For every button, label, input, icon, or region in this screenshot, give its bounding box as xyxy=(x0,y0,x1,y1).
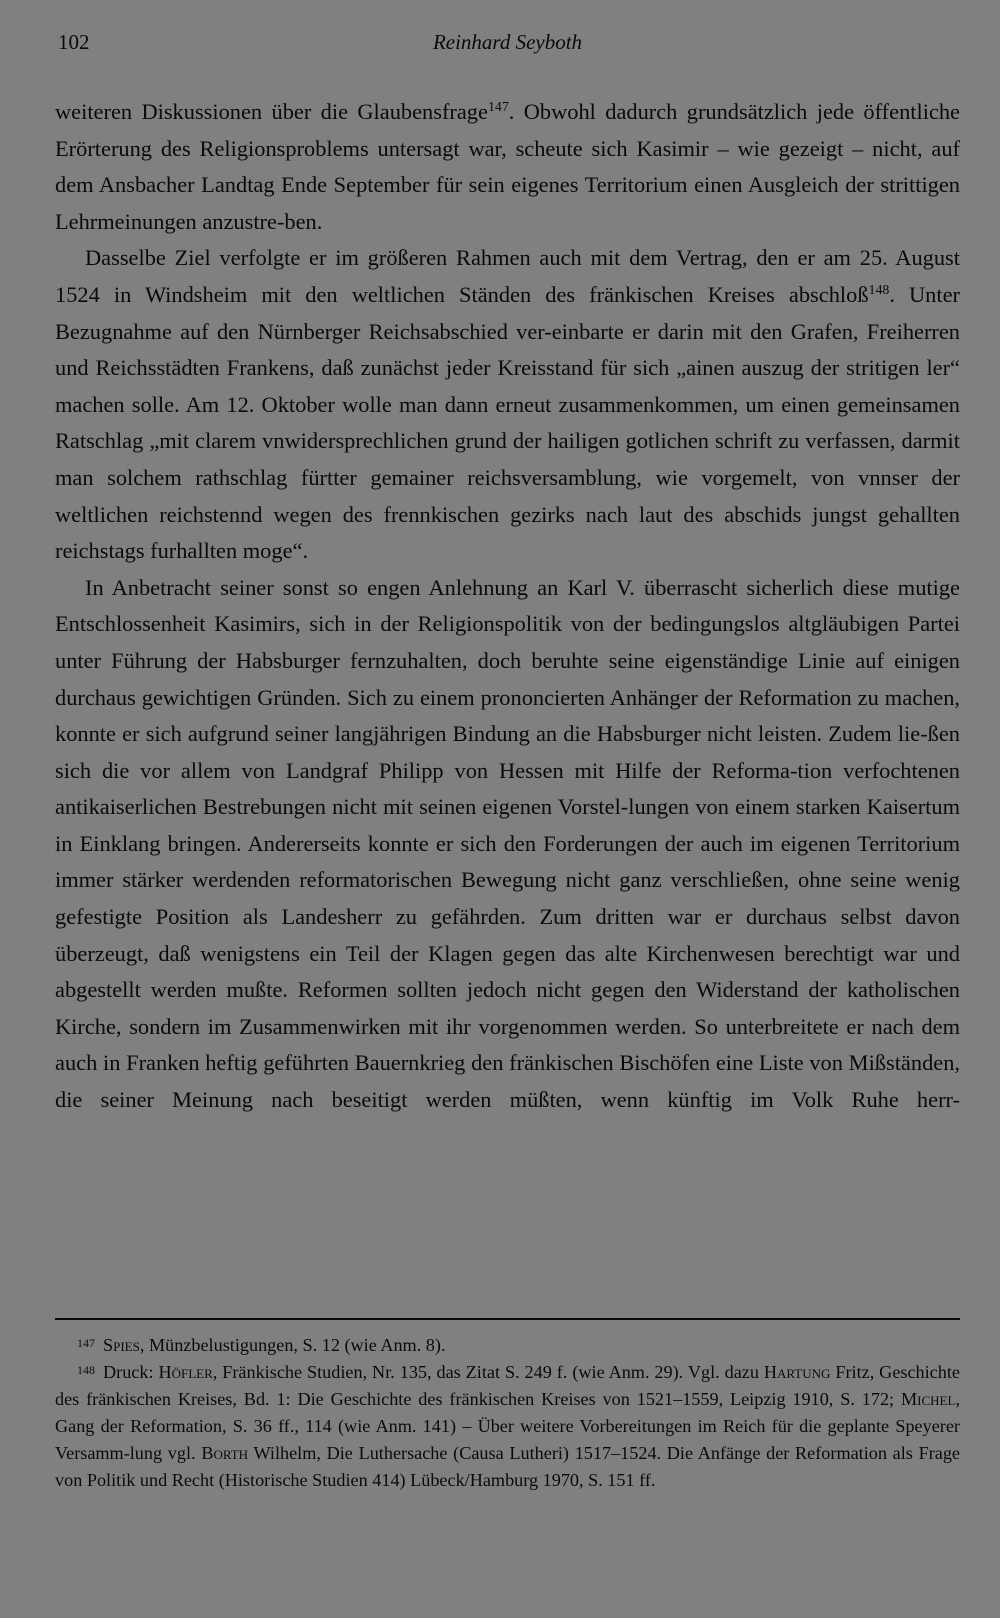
footnote-author: Michel xyxy=(901,1389,956,1409)
paragraph-text: In Anbetracht seiner sonst so engen Anlehnung an Karl V. überrascht sicherlich diese mutige Entschlossenheit Kasimirs, sich in der Religionspolitik von der bedingungslos altgläubigen Partei unter Führung der Habsburger fernzuhalten, doch beruhte seine eigenständige Linie auf einigen durchaus gewichtigen Gründen. Sich zu einem prononcierten Anhänger der Reformation zu machen, konnte er sich aufgrund seiner langjährigen Bindung an die Habsburger nicht leisten. Zudem lie-ßen sich die vor allem von Landgraf Philipp von Hessen mit Hilfe der Reforma-tion verfochtenen antikaiserlichen Bestrebungen nicht mit seinen eigenen Vorstel-lungen von einem starken Kaisertum in Einklang bringen. Andererseits konnte er sich den Forderungen der auch im eigenen Territorium immer stärker werdenden reformatorischen Bewegung nicht ganz verschließen, ohne seine wenig gefestigte Position als Landesherr zu gefährden. Zum dritten war er durchaus selbst davon überzeugt, daß wenigstens ein Teil der Klagen gegen das alte Kirchenwesen berechtigt war und abgestellt werden mußte. Reformen sollten jedoch nicht gegen den Widerstand der katholischen Kirche, sondern im Zusammenwirken mit ihr vorgenommen werden. So unterbreitete er nach dem auch in Franken heftig geführten Bauernkrieg den fränkischen Bischöfen eine Liste von Mißständen, die seiner Meinung nach beseitigt werden müßten, wenn künftig im Volk Ruhe herr- xyxy=(55,574,960,1113)
paragraph xyxy=(55,240,960,569)
footnote-number: 148 xyxy=(77,1363,95,1377)
paragraph xyxy=(55,94,960,240)
footnote xyxy=(55,1332,960,1359)
footnote-author: Spies xyxy=(103,1335,140,1355)
footnote-author: Höfler xyxy=(158,1362,213,1382)
footnote-text: , Gang der Reformation, S. 36 ff., 114 (wie Anm. 141) – Über weitere Vorbereitungen im Reich für die geplante Speyerer Versamm-lung vgl. xyxy=(55,1389,960,1463)
footnote-text: Druck: xyxy=(103,1362,159,1382)
book-page xyxy=(55,0,960,1618)
footnote-text: , Münzbelustigungen, S. 12 (wie Anm. 8). xyxy=(139,1335,446,1355)
paragraph-text: Dasselbe Ziel verfolgte er im größeren Rahmen auch mit dem Vertrag, den er am 25. August 1524 in Windsheim mit den weltlichen Ständen des fränkischen Kreises abschloß xyxy=(55,245,960,307)
footnote-author: Hartung xyxy=(763,1362,831,1382)
footnote-text: , Fränkische Studien, Nr. 135, das Zitat S. 249 f. (wie Anm. 29). Vgl. dazu xyxy=(212,1362,764,1382)
footnote-author: Borth xyxy=(201,1443,249,1463)
running-title: Reinhard Seyboth xyxy=(432,30,583,54)
footnote-reference: 148 xyxy=(868,282,890,298)
footnote-rule xyxy=(55,1318,960,1320)
page-header xyxy=(55,30,960,60)
footnote-reference: 147 xyxy=(487,99,509,115)
footnote-text: Wilhelm, Die Luthersache (Causa Lutheri) 1517–1524. Die Anfänge der Reformation als Frage von Politik und Recht (Historische Studien 414) Lübeck/Hamburg 1970, S. 151 ff. xyxy=(55,1443,961,1490)
footnote-number: 147 xyxy=(77,1336,95,1350)
paragraph-text: weiteren Diskussionen über die Glaubensfrage xyxy=(55,99,488,124)
paragraph-text: . Unter Bezugnahme auf den Nürnberger Reichsabschied ver-einbarte er darin mit den Grafen, Freiherren und Reichsstädten Frankens, daß zunächst jeder Kreisstand für sich „ainen auszug der stritigen ler“ machen solle. Am 12. Oktober wolle man dann erneut zusammenkommen, um einen gemeinsamen Ratschlag „mit clarem vnwidersprechlichen grund der hailigen gotlichen schrift zu verfassen, darmit man solchem rathschlag fürtter gemainer reichsversamblung, wie vorgemelt, von vnnser der weltlichen reichstennd wegen des frennkischen gezirks nach laut des abschids jungst gehallten reichstags furhallten moge“. xyxy=(55,281,960,564)
footnote-text: Fritz, Geschichte des fränkischen Kreises, Bd. 1: Die Geschichte des fränkischen Kreises von 1521–1559, Leipzig 1910, S. 172; xyxy=(55,1362,960,1409)
footnotes xyxy=(55,1332,960,1494)
paragraph-text: . Obwohl dadurch grundsätzlich jede öffentliche Erörterung des Religionsproblems untersagt war, scheute sich Kasimir – wie gezeigt – nicht, auf dem Ansbacher Landtag Ende September für sein eigenes Territorium einen Ausgleich der strittigen Lehrmeinungen anzustre-ben. xyxy=(55,99,960,234)
page-number: 102 xyxy=(58,30,90,54)
footnote xyxy=(55,1359,960,1494)
body-text xyxy=(55,94,960,1119)
paragraph xyxy=(55,570,960,1119)
